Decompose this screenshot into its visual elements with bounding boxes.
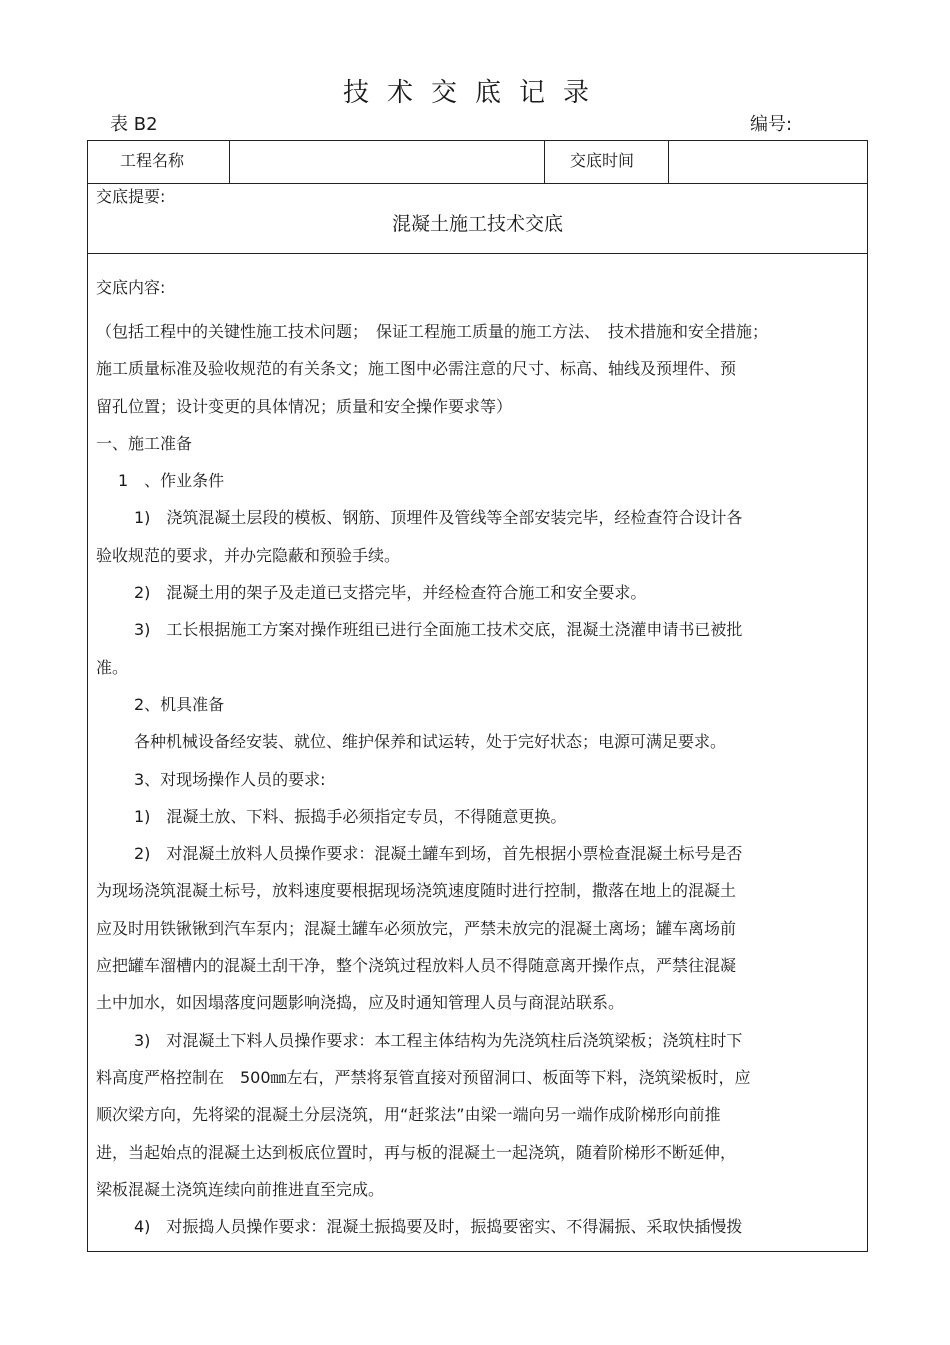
content-line: 1) 浇筑混凝土层段的模板、钢筋、顶埋件及管线等全部安装完毕，经检查符合设计各 [134, 508, 743, 528]
summary-label: 交底提要: [96, 187, 166, 206]
handover-time-label: 交底时间 [570, 151, 635, 170]
content-line: 应及时用铁锹锹到汽车泵内；混凝土罐车必须放完，严禁未放完的混凝土离场；罐车离场前 [96, 918, 737, 938]
subsection-heading: 2、机具准备 [134, 694, 225, 714]
content-line: 施工质量标准及验收规范的有关条文；施工图中必需注意的尺寸、标高、轴线及预埋件、预 [96, 359, 737, 379]
form-code: 表 B2 [110, 114, 158, 135]
content-line: 进，当起始点的混凝土达到板底位置时，再与板的混凝土一起浇筑，随着阶梯形不断延伸， [96, 1142, 737, 1162]
serial-number-label: 编号: [750, 114, 793, 135]
summary-title: 混凝土施工技术交底 [391, 213, 563, 235]
project-name-field[interactable] [238, 148, 534, 176]
handover-time-field[interactable] [678, 148, 858, 176]
content-line: （包括工程中的关键性施工技术问题； 保证工程施工质量的施工方法、 技术措施和安全措施； [96, 322, 769, 341]
content-line: 各种机械设备经安装、就位、维护保养和试运转，处于完好状态；电源可满足要求。 [134, 732, 727, 752]
content-body [96, 313, 861, 1245]
content-label: 交底内容: [96, 278, 166, 297]
subsection-heading: 1 、作业条件 [118, 471, 225, 491]
content-line: 为现场浇筑混凝土标号，放料速度要根据现场浇筑速度随时进行控制，撒落在地上的混凝土 [96, 881, 737, 901]
content-line: 验收规范的要求，并办完隐蔽和预验手续。 [96, 545, 401, 565]
section-heading: 一、施工准备 [96, 433, 193, 453]
content-line: 3) 工长根据施工方案对操作班组已进行全面施工技术交底，混凝土浇灌申请书已被批 [134, 620, 743, 640]
project-name-label: 工程名称 [120, 151, 185, 170]
content-line: 土中加水，如因塌落度问题影响浇捣，应及时通知管理人员与商混站联系。 [96, 993, 625, 1013]
cell-divider [668, 141, 669, 183]
row-divider [88, 253, 867, 254]
cell-divider [229, 141, 230, 183]
content-line: 梁板混凝土浇筑连续向前推进直至完成。 [96, 1179, 385, 1199]
content-line: 4) 对振捣人员操作要求：混凝土振捣要及时，振捣要密实、不得漏振、采取快插慢拨 [134, 1217, 743, 1237]
subsection-heading: 3、对现场操作人员的要求: [134, 769, 326, 789]
row-divider [88, 183, 867, 184]
content-line: 1) 混凝土放、下料、振捣手必须指定专员，不得随意更换。 [134, 806, 567, 826]
document-title: 技术交底记录 [342, 78, 607, 108]
cell-divider [544, 141, 545, 183]
content-line: 准。 [96, 657, 129, 677]
handover-record-table [87, 140, 868, 1252]
content-line: 料高度严格控制在 500㎜左右，严禁将泵管直接对预留洞口、板面等下料，浇筑梁板时，应 [96, 1067, 751, 1087]
content-line: 3) 对混凝土下料人员操作要求：本工程主体结构为先浇筑柱后浇筑梁板；浇筑柱时下 [134, 1030, 743, 1050]
content-line: 2) 混凝土用的架子及走道已支搭完毕，并经检查符合施工和安全要求。 [134, 583, 647, 603]
content-line: 应把罐车溜槽内的混凝土刮干净，整个浇筑过程放料人员不得随意离开操作点，严禁往混凝 [96, 956, 737, 976]
content-line: 顺次梁方向，先将梁的混凝土分层浇筑，用“赶浆法”由梁一端向另一端作成阶梯形向前推 [96, 1105, 721, 1125]
content-line: 2) 对混凝土放料人员操作要求：混凝土罐车到场，首先根据小票检查混凝土标号是否 [134, 844, 743, 864]
content-line: 留孔位置；设计变更的具体情况；质量和安全操作要求等） [96, 396, 513, 416]
